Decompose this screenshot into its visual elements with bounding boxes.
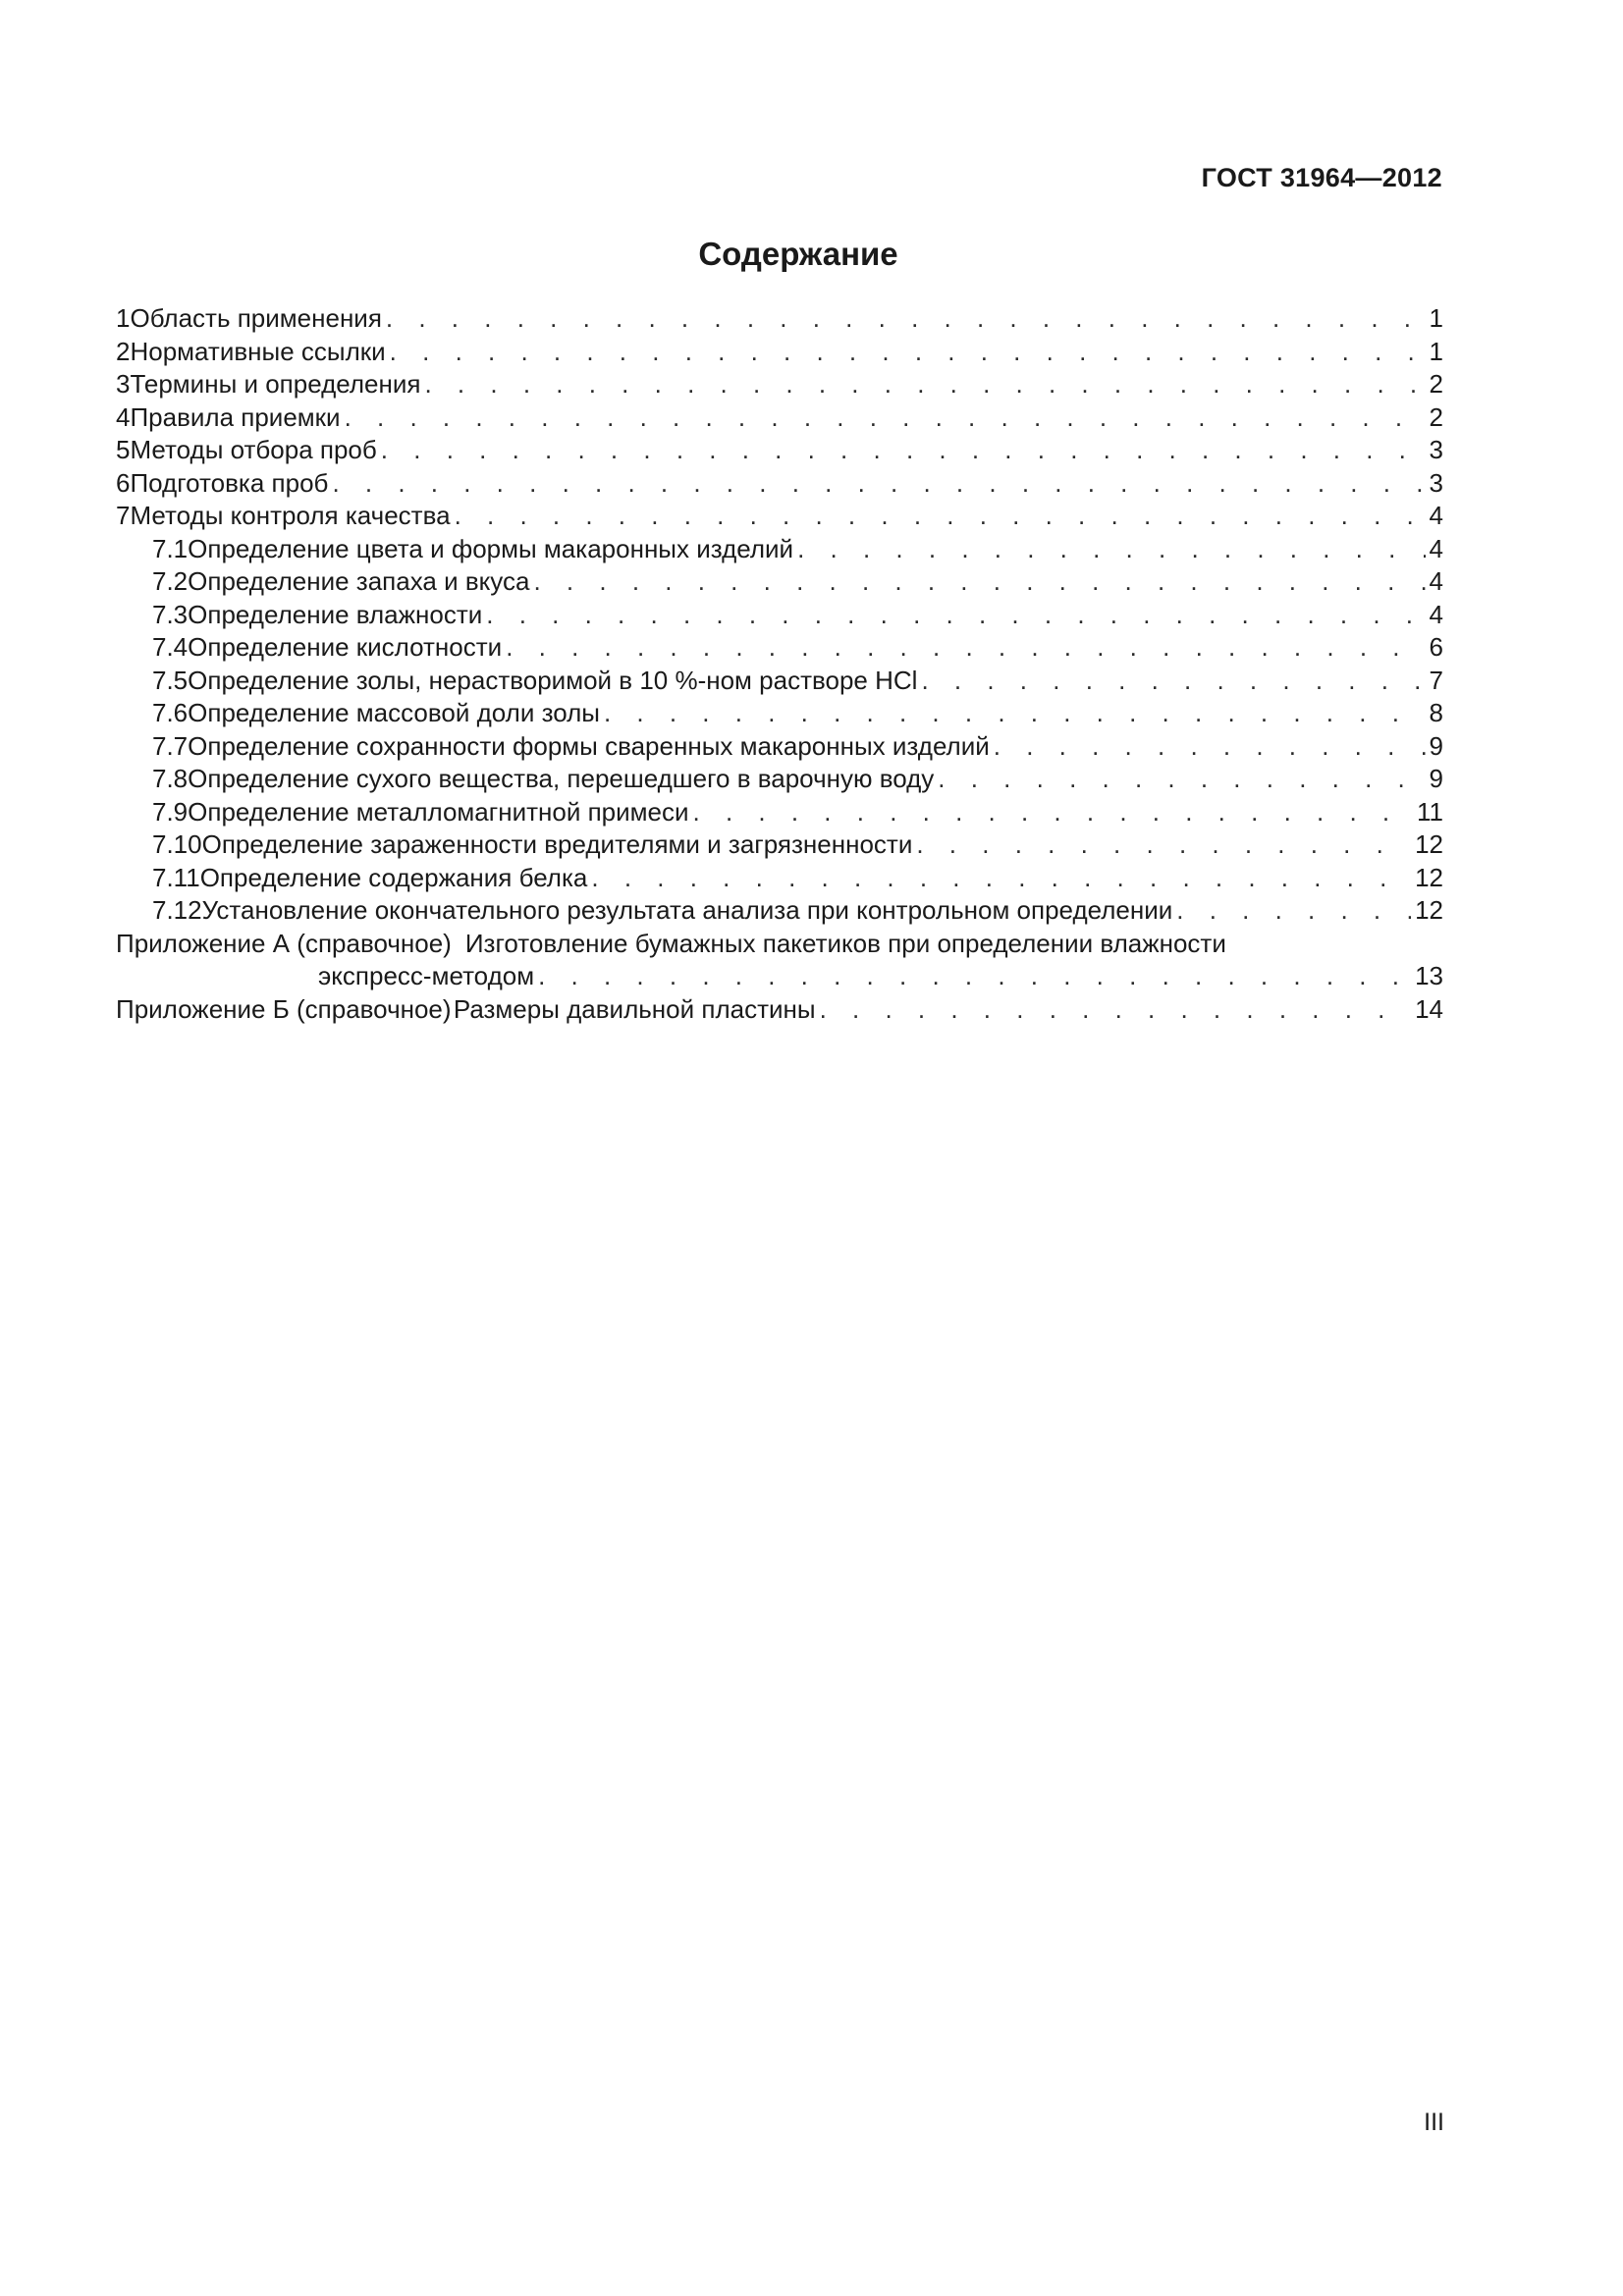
- toc-entry-number: 6: [116, 467, 131, 498]
- appendix-title: Изготовление бумажных пакетиков при определении влажности: [464, 928, 1226, 958]
- toc-entry-number: 5: [116, 435, 131, 464]
- toc-subentry[interactable]: [116, 631, 1443, 665]
- toc-entry-title: Область применения: [130, 303, 382, 333]
- toc-entry-page: 12: [1415, 829, 1443, 859]
- toc-entry[interactable]: [116, 368, 1443, 401]
- toc-subentry[interactable]: [116, 665, 1443, 698]
- toc-entry-page: 3: [1429, 467, 1443, 498]
- toc-entry-page: 4: [1429, 501, 1443, 530]
- toc-subentry[interactable]: [116, 862, 1443, 895]
- toc-entry-page: 2: [1429, 369, 1443, 399]
- leader-dots: [345, 401, 1426, 435]
- leader-dots: [921, 665, 1425, 698]
- toc-subentry[interactable]: [116, 697, 1443, 730]
- appendix-title: Размеры давильной пластины: [453, 993, 816, 1024]
- leader-dots: [455, 500, 1426, 533]
- leader-dots: [820, 993, 1412, 1027]
- leader-dots: [390, 336, 1426, 369]
- toc-entry-title: Термины и определения: [130, 369, 421, 399]
- toc-entry-number: 7.11: [152, 862, 200, 892]
- toc-entry-number: 7.1: [152, 533, 189, 563]
- leader-dots: [1176, 894, 1411, 928]
- toc-entry-title: Определение сохранности формы сваренных макаронных изделий: [188, 730, 990, 761]
- toc-entry-page: 11: [1417, 796, 1443, 827]
- toc-title: Содержание: [698, 236, 898, 272]
- toc-entry-page: 13: [1415, 961, 1443, 990]
- toc-entry-number: 7.3: [152, 599, 189, 629]
- toc-entry-number: 7.8: [152, 764, 189, 793]
- toc-entry[interactable]: [116, 336, 1443, 369]
- leader-dots: [591, 862, 1411, 895]
- toc-entry-number: 7.10: [152, 829, 202, 859]
- toc-entry-title: Определение влажности: [188, 599, 483, 629]
- toc-entry-number: 7.9: [152, 796, 189, 827]
- toc-entry-title: Определение цвета и формы макаронных изделий: [188, 533, 794, 563]
- appendix-title-continued: экспресс-методом: [318, 961, 535, 990]
- leader-dots: [994, 730, 1426, 764]
- leader-dots: [486, 599, 1425, 632]
- toc-entry-number: 3: [116, 369, 131, 399]
- toc-entry-page: 3: [1429, 435, 1443, 464]
- toc-entry-page: 1: [1429, 303, 1443, 333]
- toc-subentry[interactable]: [116, 894, 1443, 928]
- toc-entry-number: 7.5: [152, 665, 189, 695]
- toc-entry-page: 4: [1429, 599, 1443, 629]
- toc-entry-number: 7.6: [152, 698, 189, 727]
- leader-dots: [604, 697, 1426, 730]
- toc-entry-page: 9: [1429, 730, 1443, 761]
- toc-entry-title: Определение металломагнитной примеси: [188, 796, 689, 827]
- appendix-label: Приложение А (справочное): [116, 928, 452, 958]
- toc-entry[interactable]: [116, 401, 1443, 435]
- toc-entry-page: 2: [1429, 401, 1443, 432]
- toc-entry-number: 7.4: [152, 632, 189, 662]
- toc-entry-page: 12: [1415, 862, 1443, 892]
- toc-subentry[interactable]: [116, 763, 1443, 796]
- leader-dots: [916, 828, 1411, 862]
- toc-entry-title: Нормативные ссылки: [130, 336, 386, 366]
- toc-entry-title: Определение запаха и вкуса: [188, 566, 530, 596]
- toc-entry-page: 12: [1415, 895, 1443, 925]
- toc-entry-number: 1: [116, 303, 131, 333]
- leader-dots: [533, 565, 1425, 599]
- toc-entry-number: 7.12: [152, 895, 202, 925]
- leader-dots: [938, 763, 1425, 796]
- toc-entry-title: Подготовка проб: [130, 467, 329, 498]
- toc-entry-page: 4: [1429, 533, 1443, 563]
- toc-entry-title: Определение сухого вещества, перешедшего в варочную воду: [188, 764, 935, 793]
- toc-entry-number: 2: [116, 336, 131, 366]
- leader-dots: [693, 796, 1413, 829]
- toc-entry-title: Методы отбора проб: [130, 435, 377, 464]
- toc-entry-title: Установление окончательного результата анализа при контрольном определении: [201, 895, 1173, 925]
- toc-subentry[interactable]: [116, 533, 1443, 566]
- leader-dots: [386, 302, 1426, 336]
- toc-entry[interactable]: [116, 434, 1443, 467]
- toc-entry-number: 7.2: [152, 566, 189, 596]
- toc-entry[interactable]: [116, 302, 1443, 336]
- toc-appendix-a-continuation[interactable]: [116, 960, 1443, 993]
- leader-dots: [381, 434, 1426, 467]
- toc-appendix-b[interactable]: [116, 993, 1443, 1027]
- toc-appendix-a[interactable]: [116, 928, 1443, 961]
- leader-dots: [424, 368, 1425, 401]
- toc-entry-page: 1: [1429, 336, 1443, 366]
- leader-dots: [538, 960, 1411, 993]
- leader-dots: [332, 467, 1425, 501]
- toc-entry-page: 14: [1415, 993, 1443, 1024]
- toc-entry-title: Определение массовой доли золы: [188, 698, 600, 727]
- toc-entry-title: Определение содержания белка: [199, 862, 588, 892]
- toc-subentry[interactable]: [116, 730, 1443, 764]
- toc-entry[interactable]: [116, 467, 1443, 501]
- toc-entry-page: 8: [1429, 698, 1443, 727]
- toc-entry[interactable]: [116, 500, 1443, 533]
- toc-entry-number: 7: [116, 501, 131, 530]
- toc-entry-title: Правила приемки: [130, 401, 341, 432]
- toc-entry-number: 4: [116, 401, 131, 432]
- toc-entry-page: 7: [1429, 665, 1443, 695]
- leader-dots: [506, 631, 1425, 665]
- toc-subentry[interactable]: [116, 828, 1443, 862]
- toc-entry-page: 9: [1429, 764, 1443, 793]
- toc-entry-title: Методы контроля качества: [130, 501, 451, 530]
- toc-entry-number: 7.7: [152, 730, 189, 761]
- appendix-label: Приложение Б (справочное): [116, 993, 452, 1024]
- toc-entry-page: 6: [1429, 632, 1443, 662]
- page-number: III: [1424, 2109, 1444, 2136]
- toc-subentry[interactable]: [116, 565, 1443, 599]
- toc-entry-page: 4: [1429, 566, 1443, 596]
- toc-subentry[interactable]: [116, 599, 1443, 632]
- toc-subentry[interactable]: [116, 796, 1443, 829]
- toc-entry-title: Определение кислотности: [188, 632, 503, 662]
- toc-entry-title: Определение зараженности вредителями и загрязненности: [201, 829, 913, 859]
- leader-dots: [797, 533, 1425, 566]
- document-header: ГОСТ 31964—2012: [1201, 163, 1442, 192]
- toc-entry-title: Определение золы, нерастворимой в 10 %-ном растворе HCl: [188, 665, 918, 695]
- table-of-contents: [116, 302, 1443, 1026]
